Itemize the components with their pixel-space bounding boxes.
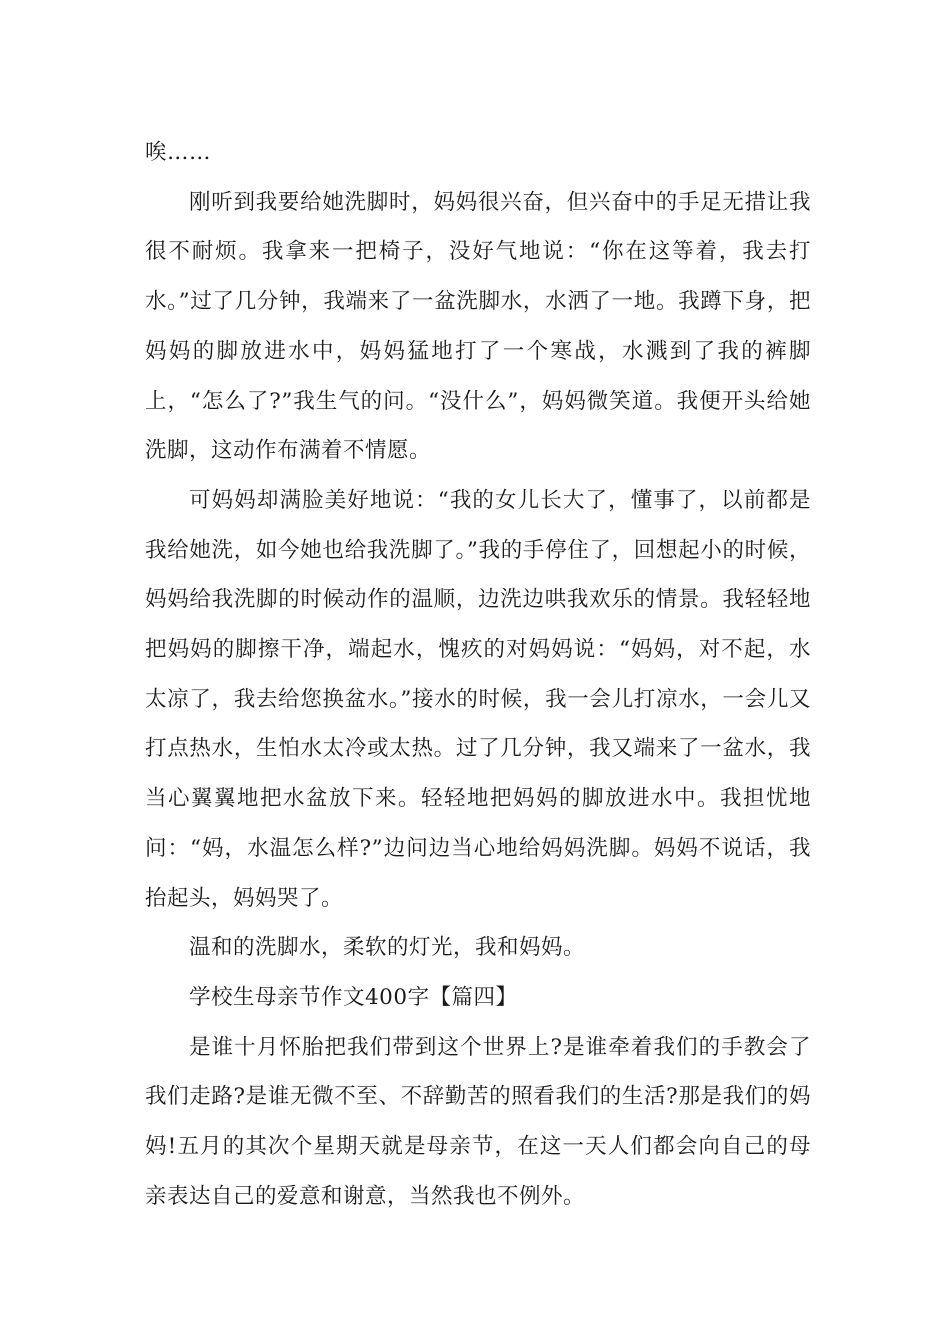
document-body xyxy=(145,128,811,1221)
paragraph-mothers-day: 是谁十月怀胎把我们带到这个世界上?是谁牵着我们的手教会了我们走路?是谁无微不至、不辞勤苦的照看我们的生活?那是我们的妈妈!五月的其次个星期天就是母亲节，在这一天人们都会向自己的母亲表达自己的爱意和谢意，当然我也不例外。 xyxy=(145,1034,811,1209)
section-heading: 学校生母亲节作文400字【篇四】 xyxy=(189,984,518,1010)
paragraph-sigh: 唉…… xyxy=(145,140,212,165)
paragraph-wash-feet-start: 刚听到我要给她洗脚时，妈妈很兴奋，但兴奋中的手足无措让我很不耐烦。我拿来一把椅子，没好气地说：“你在这等着，我去打水。”过了几分钟，我端来了一盆洗脚水，水洒了一地。我蹲下身，把妈妈的脚放进水中，妈妈猛地打了一个寒战，水溅到了我的裤脚上，“怎么了?”我生气的问。“没什么”，妈妈微笑道。我便开头给她洗脚，这动作布满着不情愿。 xyxy=(145,189,811,464)
paragraph-mother-moved: 可妈妈却满脸美好地说：“我的女儿长大了，懂事了，以前都是我给她洗，如今她也给我洗脚了。”我的手停住了，回想起小的时候，妈妈给我洗脚的时候动作的温顺，边洗边哄我欢乐的情景。我轻轻地把妈妈的脚擦干净，端起水，愧疚的对妈妈说：“妈妈，对不起，水太凉了，我去给您换盆水。”接水的时候，我一会儿打凉水，一会儿又打点热水，生怕水太冷或太热。过了几分钟，我又端来了一盆水，我当心翼翼地把水盆放下来。轻轻地把妈妈的脚放进水中。我担忧地问：“妈，水温怎么样?”边问边当心地给妈妈洗脚。妈妈不说话，我抬起头，妈妈哭了。 xyxy=(145,487,811,911)
paragraph-warm-water: 温和的洗脚水，柔软的灯光，我和妈妈。 xyxy=(189,935,586,961)
